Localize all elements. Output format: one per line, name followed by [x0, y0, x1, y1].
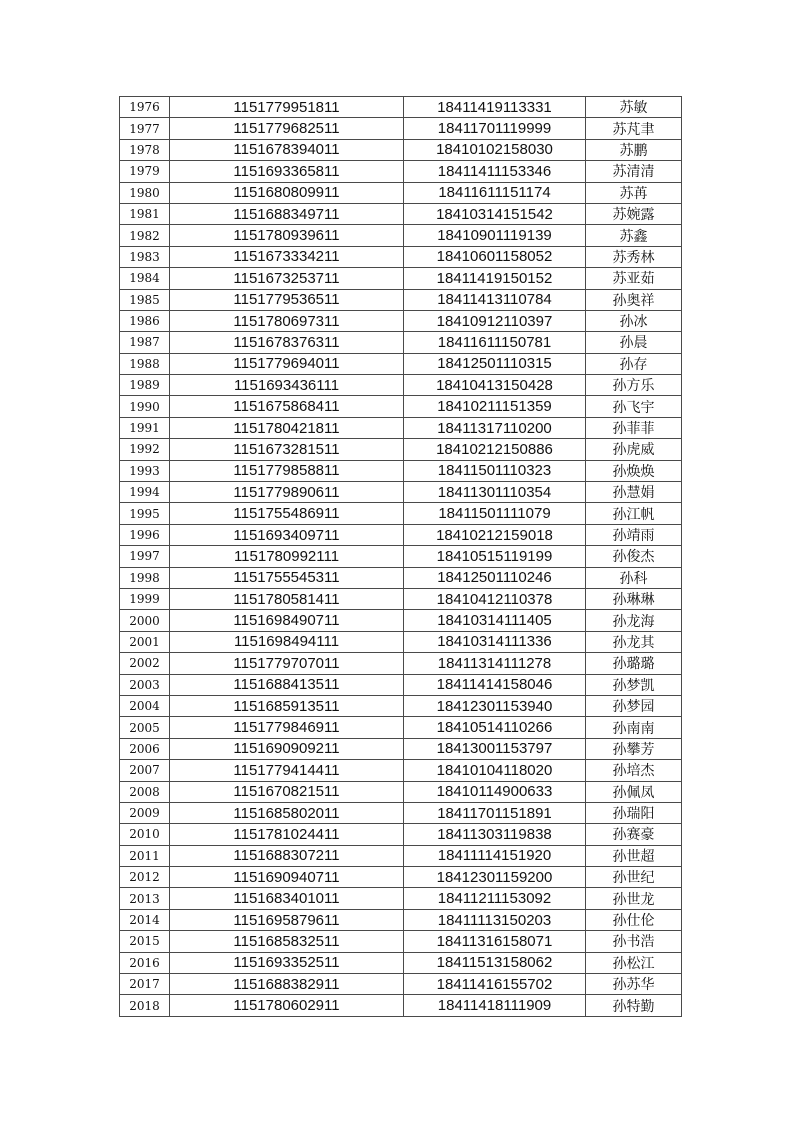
code-number-cell: 18411113150203 [404, 909, 586, 930]
person-name-cell: 苏鑫 [586, 225, 682, 246]
code-number-cell: 18411413110784 [404, 289, 586, 310]
row-index-cell: 1985 [120, 289, 170, 310]
row-index-cell: 2015 [120, 931, 170, 952]
code-number-cell: 18412301159200 [404, 867, 586, 888]
table-row [120, 268, 682, 289]
code-number-cell: 18411211153092 [404, 888, 586, 909]
code-number-cell: 18410314111336 [404, 631, 586, 652]
table-row [120, 353, 682, 374]
row-index-cell: 2011 [120, 845, 170, 866]
row-index-cell: 1994 [120, 482, 170, 503]
person-name-cell: 孙书浩 [586, 931, 682, 952]
code-number-cell: 18410314151542 [404, 203, 586, 224]
table-row [120, 781, 682, 802]
row-index-cell: 2000 [120, 610, 170, 631]
table-row [120, 674, 682, 695]
person-name-cell: 孙龙海 [586, 610, 682, 631]
id-number-cell: 1151780602911 [170, 995, 404, 1016]
id-number-cell: 1151779694011 [170, 353, 404, 374]
id-number-cell: 1151683401011 [170, 888, 404, 909]
row-index-cell: 2008 [120, 781, 170, 802]
id-number-cell: 1151693365811 [170, 161, 404, 182]
code-number-cell: 18410912110397 [404, 310, 586, 331]
row-index-cell: 2009 [120, 802, 170, 823]
row-index-cell: 1982 [120, 225, 170, 246]
id-number-cell: 1151779414411 [170, 760, 404, 781]
person-name-cell: 苏敏 [586, 97, 682, 118]
row-index-cell: 2007 [120, 760, 170, 781]
table-row [120, 161, 682, 182]
table-row [120, 738, 682, 759]
id-number-cell: 1151779858811 [170, 460, 404, 481]
table-row [120, 118, 682, 139]
person-name-cell: 孙俊杰 [586, 546, 682, 567]
code-number-cell: 18411301110354 [404, 482, 586, 503]
table-row [120, 332, 682, 353]
row-index-cell: 1977 [120, 118, 170, 139]
code-number-cell: 18410515119199 [404, 546, 586, 567]
table-row [120, 931, 682, 952]
row-index-cell: 1986 [120, 310, 170, 331]
table-row [120, 139, 682, 160]
person-name-cell: 孙世纪 [586, 867, 682, 888]
table-row [120, 225, 682, 246]
code-number-cell: 18411501111079 [404, 503, 586, 524]
person-name-cell: 苏婉露 [586, 203, 682, 224]
row-index-cell: 2018 [120, 995, 170, 1016]
code-number-cell: 18410211151359 [404, 396, 586, 417]
person-name-cell: 孙佩凤 [586, 781, 682, 802]
person-name-cell: 孙培杰 [586, 760, 682, 781]
row-index-cell: 1988 [120, 353, 170, 374]
row-index-cell: 1991 [120, 417, 170, 438]
code-number-cell: 18410102158030 [404, 139, 586, 160]
row-index-cell: 1998 [120, 567, 170, 588]
table-row [120, 995, 682, 1016]
row-index-cell: 1990 [120, 396, 170, 417]
table-row [120, 653, 682, 674]
person-name-cell: 苏清清 [586, 161, 682, 182]
person-name-cell: 孙慧娟 [586, 482, 682, 503]
id-number-cell: 1151779682511 [170, 118, 404, 139]
code-number-cell: 18412501110315 [404, 353, 586, 374]
row-index-cell: 1978 [120, 139, 170, 160]
person-name-cell: 孙靖雨 [586, 524, 682, 545]
code-number-cell: 18410901119139 [404, 225, 586, 246]
person-name-cell: 苏苒 [586, 182, 682, 203]
row-index-cell: 2002 [120, 653, 170, 674]
id-number-cell: 1151780581411 [170, 588, 404, 609]
table-row [120, 845, 682, 866]
table-row [120, 952, 682, 973]
row-index-cell: 2014 [120, 909, 170, 930]
id-number-cell: 1151780697311 [170, 310, 404, 331]
code-number-cell: 18411701119999 [404, 118, 586, 139]
row-index-cell: 1999 [120, 588, 170, 609]
person-name-cell: 孙仕伦 [586, 909, 682, 930]
id-number-cell: 1151688382911 [170, 974, 404, 995]
person-name-cell: 孙攀芳 [586, 738, 682, 759]
row-index-cell: 2017 [120, 974, 170, 995]
table-row [120, 524, 682, 545]
id-number-cell: 1151779890611 [170, 482, 404, 503]
row-index-cell: 1996 [120, 524, 170, 545]
code-number-cell: 18411414158046 [404, 674, 586, 695]
code-number-cell: 18411114151920 [404, 845, 586, 866]
row-index-cell: 1995 [120, 503, 170, 524]
code-number-cell: 18410314111405 [404, 610, 586, 631]
table-row [120, 824, 682, 845]
table-row [120, 567, 682, 588]
id-number-cell: 1151695879611 [170, 909, 404, 930]
document-page [119, 96, 681, 1017]
table-row [120, 396, 682, 417]
id-number-cell: 1151673334211 [170, 246, 404, 267]
table-row [120, 546, 682, 567]
row-index-cell: 2010 [120, 824, 170, 845]
table-row [120, 760, 682, 781]
row-index-cell: 2013 [120, 888, 170, 909]
person-name-cell: 孙菲菲 [586, 417, 682, 438]
id-number-cell: 1151673253711 [170, 268, 404, 289]
table-row [120, 717, 682, 738]
table-row [120, 503, 682, 524]
row-index-cell: 1979 [120, 161, 170, 182]
id-number-cell: 1151670821511 [170, 781, 404, 802]
person-name-cell: 孙梦园 [586, 695, 682, 716]
code-number-cell: 18411611151174 [404, 182, 586, 203]
code-number-cell: 18411416155702 [404, 974, 586, 995]
person-name-cell: 孙璐璐 [586, 653, 682, 674]
id-number-cell: 1151780992111 [170, 546, 404, 567]
person-name-cell: 孙南南 [586, 717, 682, 738]
row-index-cell: 1993 [120, 460, 170, 481]
id-number-cell: 1151781024411 [170, 824, 404, 845]
person-name-cell: 孙江帆 [586, 503, 682, 524]
table-row [120, 974, 682, 995]
code-number-cell: 18411303119838 [404, 824, 586, 845]
table-row [120, 588, 682, 609]
id-number-cell: 1151780939611 [170, 225, 404, 246]
person-name-cell: 孙飞宇 [586, 396, 682, 417]
id-number-cell: 1151698494111 [170, 631, 404, 652]
person-name-cell: 孙琳琳 [586, 588, 682, 609]
id-number-cell: 1151779536511 [170, 289, 404, 310]
code-number-cell: 18410412110378 [404, 588, 586, 609]
table-row [120, 695, 682, 716]
id-number-cell: 1151685802011 [170, 802, 404, 823]
table-row [120, 460, 682, 481]
code-number-cell: 18411419113331 [404, 97, 586, 118]
row-index-cell: 2005 [120, 717, 170, 738]
code-number-cell: 18410601158052 [404, 246, 586, 267]
table-row [120, 888, 682, 909]
row-index-cell: 1983 [120, 246, 170, 267]
id-number-cell: 1151673281511 [170, 439, 404, 460]
table-row [120, 439, 682, 460]
person-name-cell: 孙世超 [586, 845, 682, 866]
row-index-cell: 1976 [120, 97, 170, 118]
person-name-cell: 苏亚茹 [586, 268, 682, 289]
code-number-cell: 18410514110266 [404, 717, 586, 738]
person-name-cell: 孙世龙 [586, 888, 682, 909]
id-number-cell: 1151780421811 [170, 417, 404, 438]
table-row [120, 310, 682, 331]
code-number-cell: 18411513158062 [404, 952, 586, 973]
row-index-cell: 1997 [120, 546, 170, 567]
table-row [120, 375, 682, 396]
code-number-cell: 18410114900633 [404, 781, 586, 802]
id-number-cell: 1151688307211 [170, 845, 404, 866]
row-index-cell: 2006 [120, 738, 170, 759]
code-number-cell: 18411501110323 [404, 460, 586, 481]
code-number-cell: 18411316158071 [404, 931, 586, 952]
table-row [120, 182, 682, 203]
row-index-cell: 2016 [120, 952, 170, 973]
row-index-cell: 1987 [120, 332, 170, 353]
person-name-cell: 孙存 [586, 353, 682, 374]
row-index-cell: 1984 [120, 268, 170, 289]
person-name-cell: 孙虎威 [586, 439, 682, 460]
id-number-cell: 1151693436111 [170, 375, 404, 396]
table-row [120, 203, 682, 224]
code-number-cell: 18411701151891 [404, 802, 586, 823]
person-name-cell: 孙焕焕 [586, 460, 682, 481]
row-index-cell: 1989 [120, 375, 170, 396]
id-number-cell: 1151688349711 [170, 203, 404, 224]
row-index-cell: 1992 [120, 439, 170, 460]
code-number-cell: 18411419150152 [404, 268, 586, 289]
row-index-cell: 1980 [120, 182, 170, 203]
person-name-cell: 孙冰 [586, 310, 682, 331]
table-row [120, 610, 682, 631]
roster-table [119, 96, 682, 1017]
id-number-cell: 1151688413511 [170, 674, 404, 695]
code-number-cell: 18411411153346 [404, 161, 586, 182]
person-name-cell: 孙苏华 [586, 974, 682, 995]
person-name-cell: 孙瑞阳 [586, 802, 682, 823]
id-number-cell: 1151779846911 [170, 717, 404, 738]
person-name-cell: 孙晨 [586, 332, 682, 353]
id-number-cell: 1151755486911 [170, 503, 404, 524]
code-number-cell: 18413001153797 [404, 738, 586, 759]
id-number-cell: 1151690940711 [170, 867, 404, 888]
table-row [120, 97, 682, 118]
person-name-cell: 孙赛豪 [586, 824, 682, 845]
id-number-cell: 1151678376311 [170, 332, 404, 353]
table-row [120, 482, 682, 503]
id-number-cell: 1151680809911 [170, 182, 404, 203]
table-row [120, 289, 682, 310]
id-number-cell: 1151675868411 [170, 396, 404, 417]
person-name-cell: 孙梦凯 [586, 674, 682, 695]
code-number-cell: 18411317110200 [404, 417, 586, 438]
person-name-cell: 苏鹏 [586, 139, 682, 160]
id-number-cell: 1151693409711 [170, 524, 404, 545]
code-number-cell: 18410212150886 [404, 439, 586, 460]
person-name-cell: 孙龙其 [586, 631, 682, 652]
person-name-cell: 孙科 [586, 567, 682, 588]
table-row [120, 246, 682, 267]
id-number-cell: 1151779707011 [170, 653, 404, 674]
code-number-cell: 18410413150428 [404, 375, 586, 396]
id-number-cell: 1151690909211 [170, 738, 404, 759]
row-index-cell: 2012 [120, 867, 170, 888]
person-name-cell: 孙松江 [586, 952, 682, 973]
roster-table-body [120, 97, 682, 1017]
row-index-cell: 2004 [120, 695, 170, 716]
id-number-cell: 1151685832511 [170, 931, 404, 952]
code-number-cell: 18412501110246 [404, 567, 586, 588]
code-number-cell: 18411314111278 [404, 653, 586, 674]
code-number-cell: 18412301153940 [404, 695, 586, 716]
person-name-cell: 孙特勤 [586, 995, 682, 1016]
person-name-cell: 苏秀林 [586, 246, 682, 267]
id-number-cell: 1151755545311 [170, 567, 404, 588]
id-number-cell: 1151693352511 [170, 952, 404, 973]
code-number-cell: 18411611150781 [404, 332, 586, 353]
table-row [120, 417, 682, 438]
table-row [120, 631, 682, 652]
person-name-cell: 苏芃聿 [586, 118, 682, 139]
person-name-cell: 孙方乐 [586, 375, 682, 396]
table-row [120, 802, 682, 823]
code-number-cell: 18410212159018 [404, 524, 586, 545]
row-index-cell: 2001 [120, 631, 170, 652]
id-number-cell: 1151779951811 [170, 97, 404, 118]
code-number-cell: 18410104118020 [404, 760, 586, 781]
id-number-cell: 1151698490711 [170, 610, 404, 631]
table-row [120, 909, 682, 930]
table-row [120, 867, 682, 888]
id-number-cell: 1151685913511 [170, 695, 404, 716]
row-index-cell: 2003 [120, 674, 170, 695]
person-name-cell: 孙奥祥 [586, 289, 682, 310]
code-number-cell: 18411418111909 [404, 995, 586, 1016]
id-number-cell: 1151678394011 [170, 139, 404, 160]
row-index-cell: 1981 [120, 203, 170, 224]
